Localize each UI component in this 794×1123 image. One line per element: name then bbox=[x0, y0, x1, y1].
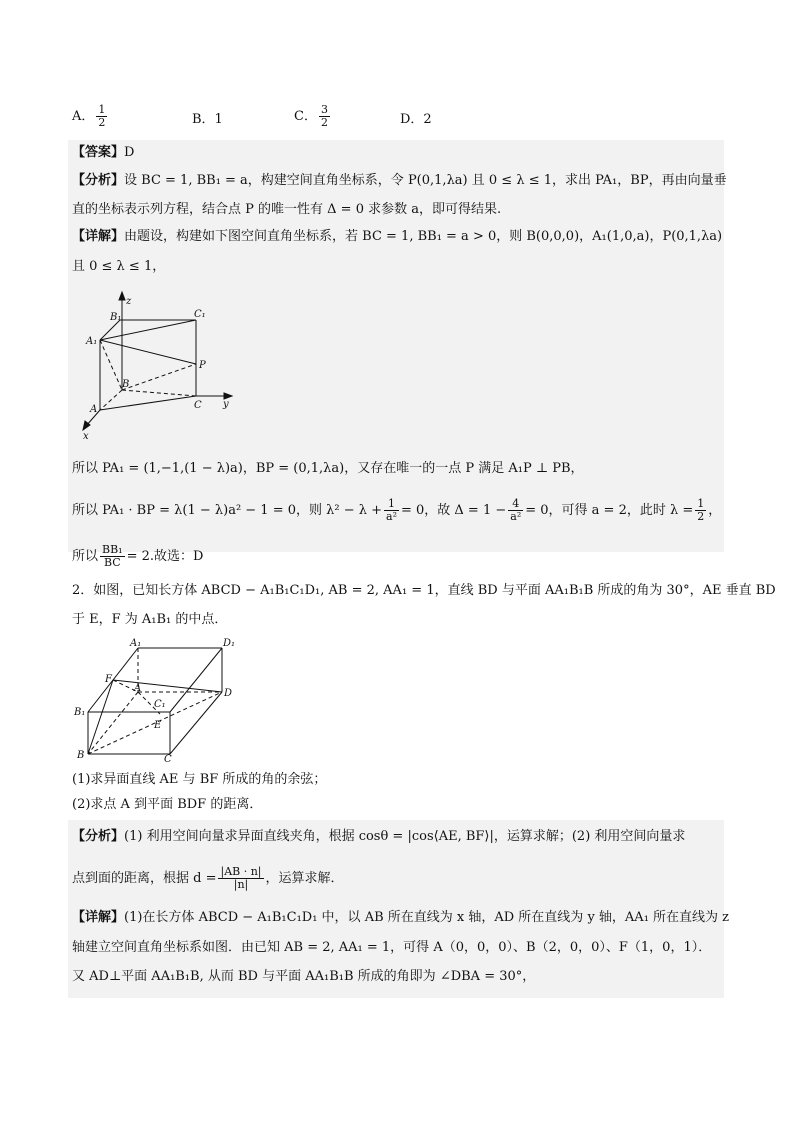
label2-e: E bbox=[154, 720, 162, 731]
label2-c1: C₁ bbox=[154, 699, 166, 710]
fraction-4-over-a2 bbox=[508, 498, 523, 523]
answer-tag: 【答案】 bbox=[72, 145, 125, 160]
segment-f-d bbox=[113, 680, 222, 692]
hidden-segment-b-p bbox=[122, 364, 196, 390]
label2-d: D bbox=[224, 688, 233, 699]
analysis2-line2-part-b: ，运算求解． bbox=[265, 871, 344, 886]
detail1-text1: 由题设，构建如下图空间直角坐标系，若 BC = 1, BB₁ = a > 0，则 B(0,0,0)，A₁(1,0,a)，P(0,1,λa) bbox=[124, 229, 723, 244]
option-a-fraction bbox=[96, 104, 107, 129]
option-c bbox=[294, 104, 332, 129]
label-b: B bbox=[122, 379, 130, 390]
detail2-line1 bbox=[72, 909, 729, 927]
distance-formula-fraction bbox=[218, 866, 263, 891]
frac3-numerator: 1 bbox=[697, 497, 705, 510]
option-c-label: C． bbox=[294, 109, 317, 124]
q2-line2: 于 E，F 为 A₁B₁ 的中点． bbox=[72, 612, 228, 627]
label-z: z bbox=[126, 296, 132, 307]
frac1-denominator: a² bbox=[386, 510, 397, 523]
analysis2-line2 bbox=[72, 866, 344, 891]
option-a-numerator: 1 bbox=[98, 103, 106, 116]
label-b1: B₁ bbox=[110, 312, 122, 323]
label2-f: F bbox=[105, 674, 112, 685]
calc-line3-part-b: = 2.故选：D bbox=[126, 549, 204, 564]
analysis2-line1 bbox=[72, 828, 685, 846]
frac2-numerator: 4 bbox=[508, 498, 523, 511]
label2-a1: A₁ bbox=[130, 638, 142, 649]
distance-denominator: |n| bbox=[233, 878, 249, 891]
detail2-text1: (1)在长方体 ABCD − A₁B₁C₁D₁ 中，以 AB 所在直线为 x 轴，AD 所在直线为 y 轴，AA₁ 所在直线为 z bbox=[124, 910, 730, 925]
detail2-tag: 【详解】 bbox=[72, 910, 125, 925]
segment-a1-p bbox=[100, 340, 196, 364]
analysis1-line1 bbox=[72, 172, 727, 190]
q2-line1: 2．如图，已知长方体 ABCD − A₁B₁C₁D₁, AB = 2, AA₁ = 1，直线 BD 与平面 AA₁B₁B 所成的角为 30°，AE 垂直 BD bbox=[72, 583, 776, 598]
fraction-bb1-over-bc bbox=[100, 544, 125, 569]
label-y: y bbox=[223, 399, 229, 410]
edge-a-c bbox=[100, 396, 196, 410]
label2-d1: D₁ bbox=[223, 638, 236, 649]
option-a-label: A． bbox=[72, 109, 95, 124]
calc-line2-part-a: 所以 PA₁ · BP = λ(1 − λ)a² − 1 = 0，则 λ² − λ + bbox=[72, 503, 383, 518]
calc-line2-part-d: ， bbox=[708, 503, 722, 518]
option-b: B．1 bbox=[192, 112, 223, 127]
answer-text: D bbox=[124, 145, 135, 160]
label2-b1: B₁ bbox=[74, 707, 86, 718]
calc-line2-part-b: = 0，故 Δ = 1 − bbox=[400, 503, 507, 518]
option-c-fraction bbox=[319, 104, 330, 129]
label2-b: B bbox=[77, 750, 85, 761]
label-a: A bbox=[90, 404, 98, 415]
edge-b1-a1 bbox=[100, 320, 120, 340]
hidden-edge-a-b bbox=[88, 692, 138, 754]
calc-line3 bbox=[72, 544, 203, 569]
frac3-denominator: 2 bbox=[697, 510, 705, 523]
edge-d1-c1 bbox=[170, 648, 222, 712]
analysis2-tag: 【分析】 bbox=[72, 829, 125, 844]
option-a-denominator: 2 bbox=[98, 116, 106, 129]
analysis2-line2-part-a: 点到面的距离，根据 d = bbox=[72, 871, 217, 886]
edge-c-d bbox=[170, 692, 222, 754]
label-x: x bbox=[83, 431, 89, 442]
option-a bbox=[72, 104, 109, 129]
distance-numerator: |AB · n| bbox=[220, 865, 262, 878]
fraction-1-over-a2 bbox=[384, 498, 399, 523]
detail2-line2: 轴建立空间直角坐标系如图．由已知 AB = 2, AA₁ = 1，可得 A（0，0，0）、B（2，0，0）、F（1，0，1）． bbox=[72, 940, 712, 955]
label2-c: C bbox=[164, 754, 172, 764]
label-a1: A₁ bbox=[86, 336, 98, 347]
hidden-segment-a1-b bbox=[100, 340, 122, 390]
figure-rectangular-box bbox=[72, 636, 252, 764]
edge-a1-c1 bbox=[100, 320, 196, 340]
detail1-tag: 【详解】 bbox=[72, 229, 125, 244]
option-c-denominator: 2 bbox=[320, 116, 328, 129]
z-axis-arrow bbox=[119, 292, 125, 300]
label2-a: A bbox=[134, 683, 142, 694]
analysis1-tag: 【分析】 bbox=[72, 173, 125, 188]
calc-line2 bbox=[72, 498, 721, 523]
calc-line3-part-a: 所以 bbox=[72, 549, 99, 564]
detail1-line1 bbox=[72, 228, 722, 246]
analysis1-line2: 直的坐标表示列方程，结合点 P 的唯一性有 Δ = 0 求参数 a，即可得结果. bbox=[72, 202, 502, 217]
option-d: D．2 bbox=[400, 112, 432, 127]
fraction-lambda-half bbox=[695, 498, 706, 523]
frac2-denominator: a² bbox=[510, 510, 522, 523]
calc-line2-part-c: = 0，可得 a = 2，此时 λ = bbox=[525, 503, 694, 518]
frac4-denominator: BC bbox=[103, 556, 121, 569]
label-c: C bbox=[194, 400, 202, 411]
frac1-numerator: 1 bbox=[384, 498, 399, 511]
detail1-line2: 且 0 ≤ λ ≤ 1， bbox=[72, 259, 166, 274]
segment-f-b bbox=[88, 680, 113, 754]
calc-line1: 所以 PA₁ = (1,−1,(1 − λ)a)，BP = (0,1,λa)，又存在唯一的一点 P 满足 A₁P ⊥ PB， bbox=[72, 461, 584, 476]
label-p: P bbox=[199, 360, 206, 371]
subquestion-1: (1)求异面直线 AE 与 BF 所成的角的余弦； bbox=[72, 772, 327, 787]
analysis1-text1: 设 BC = 1, BB₁ = a，构建空间直角坐标系，令 P(0,1,λa) 且 0 ≤ λ ≤ 1，求出 PA₁，BP，再由向量垂 bbox=[124, 173, 727, 188]
detail2-line3: 又 AD⊥平面 AA₁B₁B, 从而 BD 与平面 AA₁B₁B 所成的角即为 ∠DBA = 30°， bbox=[72, 969, 536, 984]
option-c-numerator: 3 bbox=[320, 103, 328, 116]
hidden-edge-b-c bbox=[122, 390, 196, 396]
analysis2-text1: (1) 利用空间向量求异面直线夹角，根据 cosθ = |cos⟨AE, BF⟩|，运算求解；(2) 利用空间向量求 bbox=[124, 829, 686, 844]
label-c1: C₁ bbox=[194, 309, 206, 320]
frac4-numerator: BB₁ bbox=[102, 543, 123, 556]
answer-line bbox=[72, 144, 134, 162]
subquestion-2: (2)求点 A 到平面 BDF 的距离． bbox=[72, 797, 263, 812]
figure-coordinate-prism bbox=[78, 290, 238, 442]
